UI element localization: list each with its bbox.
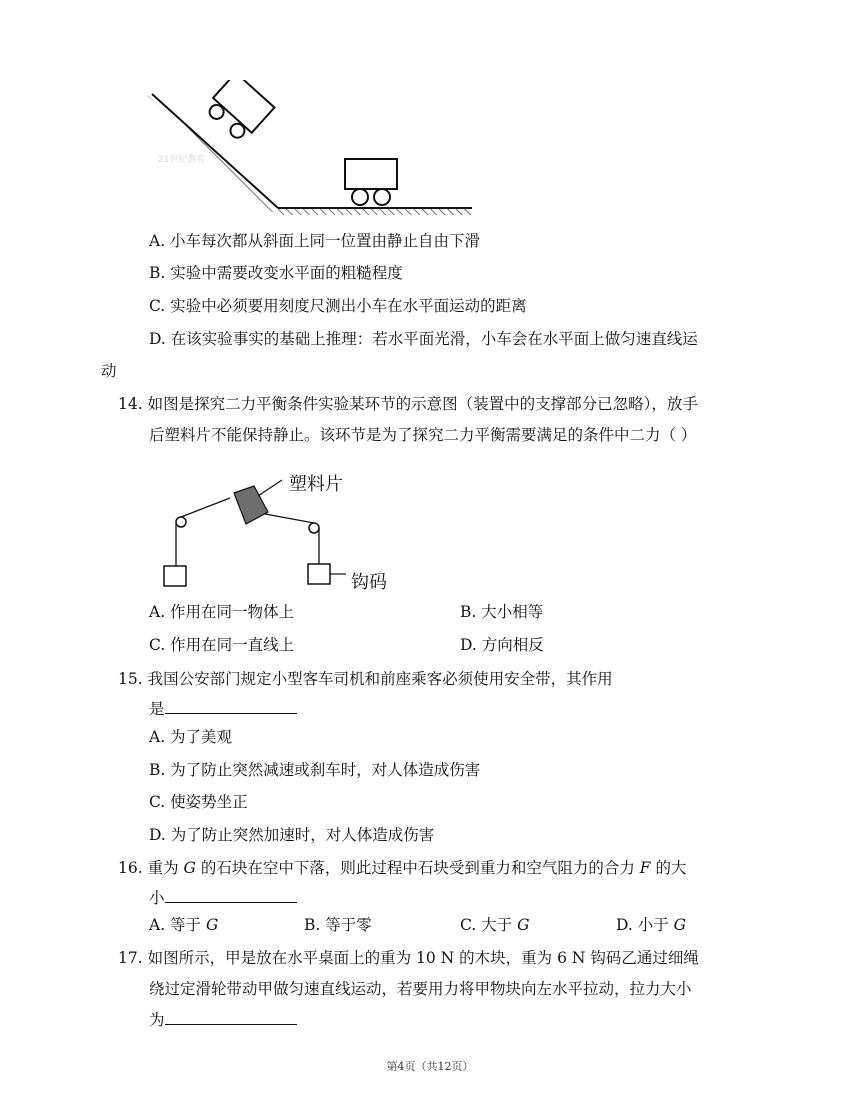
q15-option-d: D. 为了防止突然加速时，对人体造成伤害 <box>149 826 435 844</box>
q13-option-c: C. 实验中必须要用刻度尺测出小车在水平面运动的距离 <box>149 297 527 315</box>
q14-stem-line2: 后塑料片不能保持静止。该环节是为了探究二力平衡需要满足的条件中二力（ ） <box>149 426 697 444</box>
q15-stem-line2 <box>149 697 297 719</box>
q16-stem-line1 <box>118 858 687 878</box>
q14-option-d: D. 方向相反 <box>460 636 544 654</box>
q16-stem-b: 的石块在空中下落，则此过程中石块受到重力和空气阻力的合力 <box>200 859 635 877</box>
q16-option-d <box>616 915 686 935</box>
q16-option-b: B. 等于零 <box>304 916 372 934</box>
incline-cart-figure <box>140 80 480 220</box>
q17-stem-line2: 绕过定滑轮带动甲做匀速直线运动，若要用力将甲物块向左水平拉动，拉力大小 <box>149 980 692 998</box>
var-f: F <box>639 859 651 877</box>
q16-option-a <box>149 915 218 935</box>
q16-stem-text: 小 <box>149 889 165 907</box>
fig-label-plastic-card: 塑料片 <box>289 474 343 495</box>
answer-blank[interactable] <box>165 886 297 903</box>
q17-stem-line1: 17. 如图所示，甲是放在水平桌面上的重为 10 N 的木块，重为 6 N 钩码乙通过细绳 <box>118 949 699 967</box>
q16-option-a-text: A. 等于 <box>149 916 202 934</box>
q15-option-b: B. 为了防止突然减速或刹车时，对人体造成伤害 <box>149 761 481 779</box>
answer-blank[interactable] <box>165 1008 297 1025</box>
q17-stem-line3 <box>149 1008 297 1030</box>
var-g: G <box>206 916 219 934</box>
q13-option-b: B. 实验中需要改变水平面的粗糙程度 <box>149 264 403 282</box>
page-footer: 第4页（共12页） <box>386 1060 474 1073</box>
var-g: G <box>517 916 530 934</box>
q15-option-c: C. 使姿势坐正 <box>149 793 248 811</box>
weight-right <box>308 564 330 584</box>
q16-option-c-text: C. 大于 <box>460 916 513 934</box>
q14-option-c: C. 作用在同一直线上 <box>149 636 295 654</box>
q14-option-b: B. 大小相等 <box>460 603 544 621</box>
q17-stem-text: 为 <box>149 1011 165 1029</box>
var-g: G <box>673 916 687 934</box>
answer-blank[interactable] <box>165 697 297 714</box>
q15-option-a: A. 为了美观 <box>149 728 233 746</box>
q15-stem-line1: 15. 我国公安部门规定小型客车司机和前座乘客必须使用安全带，其作用 <box>118 670 613 688</box>
q13-option-a: A. 小车每次都从斜面上同一位置由静止自由下滑 <box>149 232 481 250</box>
watermark: 21世纪教育 <box>158 155 206 165</box>
cart-on-flat <box>345 159 397 205</box>
fig-label-weight: 钩码 <box>351 572 387 593</box>
plastic-card <box>234 486 268 524</box>
weight-left <box>164 566 186 586</box>
q13-option-d-line1: D. 在该实验事实的基础上推理：若水平面光滑，小车会在水平面上做匀速直线运 <box>149 330 698 348</box>
q16-stem-c: 的大 <box>655 859 687 877</box>
cart-on-incline <box>203 80 274 144</box>
var-g: G <box>183 859 196 877</box>
q16-option-d-text: D. 小于 <box>616 916 669 934</box>
q14-stem-line1: 14. 如图是探究二力平衡条件实验某环节的示意图（装置中的支撑部分已忽略），放手 <box>118 395 698 413</box>
q16-stem-a: 16. 重为 <box>118 859 179 877</box>
q16-stem-line2 <box>149 886 297 908</box>
q15-stem-text: 是 <box>149 700 165 718</box>
q14-option-a: A. 作用在同一物体上 <box>149 603 295 621</box>
q13-option-d-line2: 动 <box>101 362 117 380</box>
q16-option-c <box>460 915 530 935</box>
